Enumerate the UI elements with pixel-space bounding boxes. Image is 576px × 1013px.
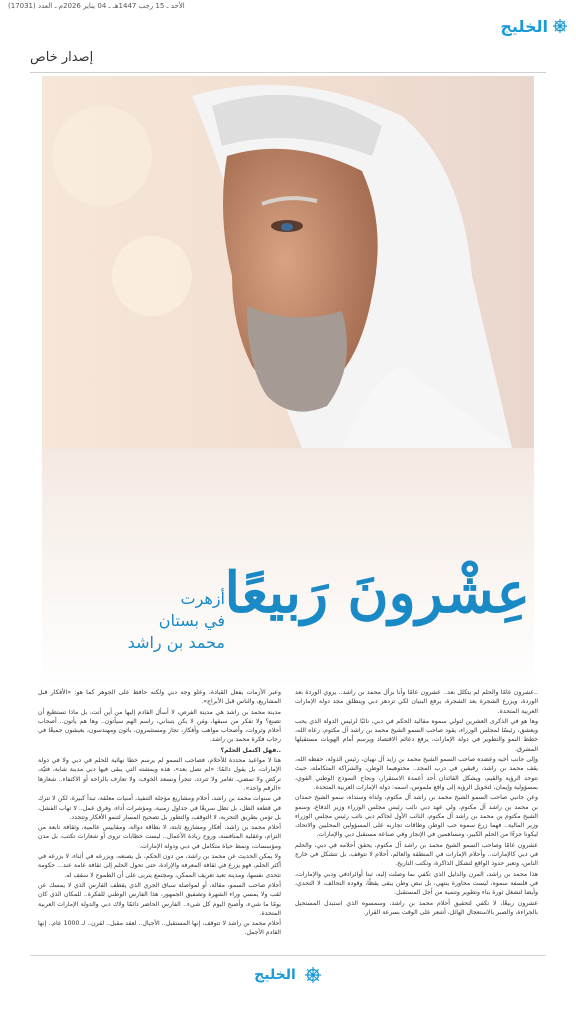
paragraph: هنا لا مواعيد محددة للأحلام، فصاحب السمو لم يرسم خطا نهائية للحلم في دبي ولا في دولة الإمارات، بل يقول دائمًا: «لم نصل بعد»، هذه ويمشته التي يبقى فيها دبي مدينة شابة، فتيّة، تركض ولا تمضي، تغامر ولا تتردد، تتجرأ ونسعد الخوف، ولا تعارف بالراحة أو الاكتفاء.. شعارها «الرقم واحد». — [38, 757, 281, 792]
masthead-logo: الخليج — [500, 16, 548, 36]
article-column-right — [295, 688, 538, 943]
subheadline-line-2: في بستان — [158, 611, 225, 630]
paragraph: وعبر الأزمات يفعل القيادة، وعلو وجه دبي ولكنه حافظ على الجوهر كما هو: «الأفكار قبل المشاريع، والناس قبل الأبراج». — [38, 689, 281, 706]
subheadline-line-3: محمد بن راشد — [127, 633, 225, 652]
paragraph: في سنوات محمد بن راشد، أحلام ومشاريع مؤجلة التنفيذ، أمنيات معلقة، تبدأ كبيرة، لكن لا تترك في قطعة الطل، بل تظل سريعًا في جداول زمنية، ومؤشرات أداء، وفرق عمل.. لا تهاب الفشل، بل تؤمن بطريق التجربة، لا التوقف، والتطور بل تصحيح المسار لتنمو الأفكار وتتجدد. — [38, 795, 281, 821]
main-headline — [224, 560, 530, 675]
headline-title: عِشْرونَ رَبيعًا — [224, 560, 530, 626]
subheadline-line-1: أزهرت — [180, 589, 225, 608]
top-bar — [0, 0, 576, 40]
subheadline — [127, 588, 225, 654]
article-column-left — [38, 688, 281, 943]
paragraph: أحلام محمد بن راشد لا تتوقف، إنها المستقبل.. الأجيال.. لعقد مقبل.. لقرن.. لـ 1000 عام.. إنها القادم الأجمل. — [38, 920, 281, 937]
footer — [0, 960, 576, 990]
divider — [30, 72, 546, 73]
issue-date-line: الأحد ـ 15 رجب 1447هـ ـ 04 يناير 2026م ـ العدد (17031) — [8, 2, 185, 10]
paragraph: عشرون عامًا وصاحب السمو الشيخ محمد بن راشد آل مكتوم، يحقق أحلامه في دبي، والحلم في دبي كالإمارات.. وأحلام الإمارات في المنطقة والعالم، أحلام لا تتوقف، بل تتشكل في خارج الناس، وتعبر حدود الواقع لتشكل الذاكرة، وتكتب التاريخ. — [295, 841, 538, 868]
section-label: إصدار خاص — [30, 50, 94, 65]
ship-wheel-icon — [552, 18, 568, 34]
paragraph: أحلام صاحب السمو، مقالة، أو لمواصلة سباق الجري الذي يقطف الفارس الذي لا يمسك عن لقب ولا يمسي وراء الشهرة وتصفيق الجمهور، هذا الفارس الوطني للفكرة.. للمكان الذي كان يومًا ما شيء، وأصبح اليوم كل شيء.. الفارس الحاضر دائمًا ولاك دبي والدولة الإمارات العربية المتحدة. — [38, 881, 281, 917]
paragraph: أحلام محمد بن راشد، أفكار ومشاريع ثابتة، لا بطاقة دوالة، ومقاييس عالمية، وثقافة نابعة من التزام، وعقلية المنافسة، وروح ريادة الأعمال.. ليست خطابات تروى أو شعارات تكتب، بل مدن ومؤسسات، ونمط حياة متكامل في دبي ودولة الإمارات. — [38, 824, 281, 850]
paragraph: هذا محمد بن راشد، المرن والدليل الذي تكفي بما وصلت إليه، ثبتا أوائرادفي ودبي والإمارات، في فلسفة سموه، ليست محاورة ينتهي، بل نبض وطن يبقى يقظًا، وقوده التحالف، لا التحدي، وأيضا لتشغل ثورة بناء وتطوير وتنمية من أجل المستقبل. — [295, 870, 538, 897]
paragraph: وها هو في الذكرى العشرين لتولي سموه مقاليد الحكم في دبي، نائبًا لرئيس الدولة الذي يحب ويعشق، رئيسًا لمجلس الوزراء، يقود صاحب السمو الشيخ محمد بن راشد آل مكتوم، رعاه الله، خطط النمو والتطوير في دولة الإمارات، يرفع دعائم الاقتصاد ويرسم أمام الهويات مستقبلها المشرق. — [295, 717, 538, 753]
footer-divider — [30, 955, 546, 956]
paragraph: عشرون ربيعًا، لا تكفي لتحقيق أحلام محمد بن راشد، وسمسوه الذي استبدل المستحيل بالجراءة، والصبر بالاستعجال الهائل، أشعر على الوقت بسرعة القرار. — [295, 899, 538, 916]
article-body — [38, 688, 538, 943]
paragraph: وعن جانبي صاحب السمو الشيخ محمد بن راشد آل مكتوم، ولداه وسنداه، سمو الشيخ حمدان بن محمد بن راشد آل مكتوم، ولي عهد دبي نائب رئيس مجلس الوزراء وزير الدفاع، وسمو الشيخ مكتوم بن محمد بن راشد آل مكتوم، النائب الأول لحاكم دبي نائب رئيس مجلس الوزراء وزير المالية.. فهما زرع سموه حب الوطن وطاقات تجاربه على المسؤولين المحليين والاتحاد، ليكونا جزءًا من الحلم الكبير، ومساهمين في الإنجاز وفي صناعة مستقبل دبي والإمارات. — [295, 794, 538, 839]
portrait-photo — [42, 76, 534, 448]
paragraph: مدينة محمد بن راشد هي مدينة الفرص، لا أسأل القادم إليها من أين أتت، بل ماذا تستطيع أن تصنع؟ ولا تفكر من سبقها، ومَن لا يكن يتبناني، راسم الهم سيأتون.. وها هم يأتون.. أصحاب أحلام وثروات، وأصحاب مواهب وأفكار، تجار ومستثمرون، باثون ومهندسون، بعيشون جميعًا في رحاب فكرة محمد بن راشد. — [38, 708, 281, 744]
paragraph: ولا يمكن الحديث عن محمد بن راشد، من دون الحكم، بل يصنعه، ويزرعه في أثناء، لا يزرعه في أكثر الحلم، فهو يزرع في ثقافة المعرفة والإرادة، حتى تحول الحلم إلى ثقافة عامة عند... حكومة تتحدى نفسها، ومدينة تعيد تعريف الممكن، ومجتمع يتربى على أن الطموح لا سقف له. — [38, 853, 281, 879]
paragraph: ..عشرون عامًا والحلم لم يتكلل بعد.. عشرون عامًا وأنا برأل محمد بن راشد.. يروي الوردة بعد الوردة، ويزرع الشجرة بعد الشجرة، يرفع البنيان لكي تزدهر دبي وينطلق مجد دولة الإمارات العربية المتحدة. — [295, 689, 538, 715]
portrait-illustration — [42, 76, 534, 448]
masthead[interactable] — [500, 14, 568, 38]
ship-wheel-icon — [304, 966, 322, 984]
paragraph-question: ..فهل اكتمل الحلم؟ — [220, 746, 281, 754]
footer-logo[interactable]: الخليج — [254, 967, 296, 983]
paragraph: وإلى جانب أخيه وعضده صاحب السمو الشيخ محمد بن زايد آل نهيان، رئيس الدولة، حفظه الله، يقف محمد بن راشد، رقيقين في درب المجد.. محتوهيما الوطن، والشراكة المتكاملة، حيث تتوحد الرؤية والقيم، ويشكل القائدان أحد أعمدة الاستقرار، ونجاح النموذج الوطني القوي، بمسؤولية وإيمان، لتحويل الرؤية إلى واقع ملموس، اسمه: دولة الإمارات العربية المتحدة. — [295, 756, 538, 791]
